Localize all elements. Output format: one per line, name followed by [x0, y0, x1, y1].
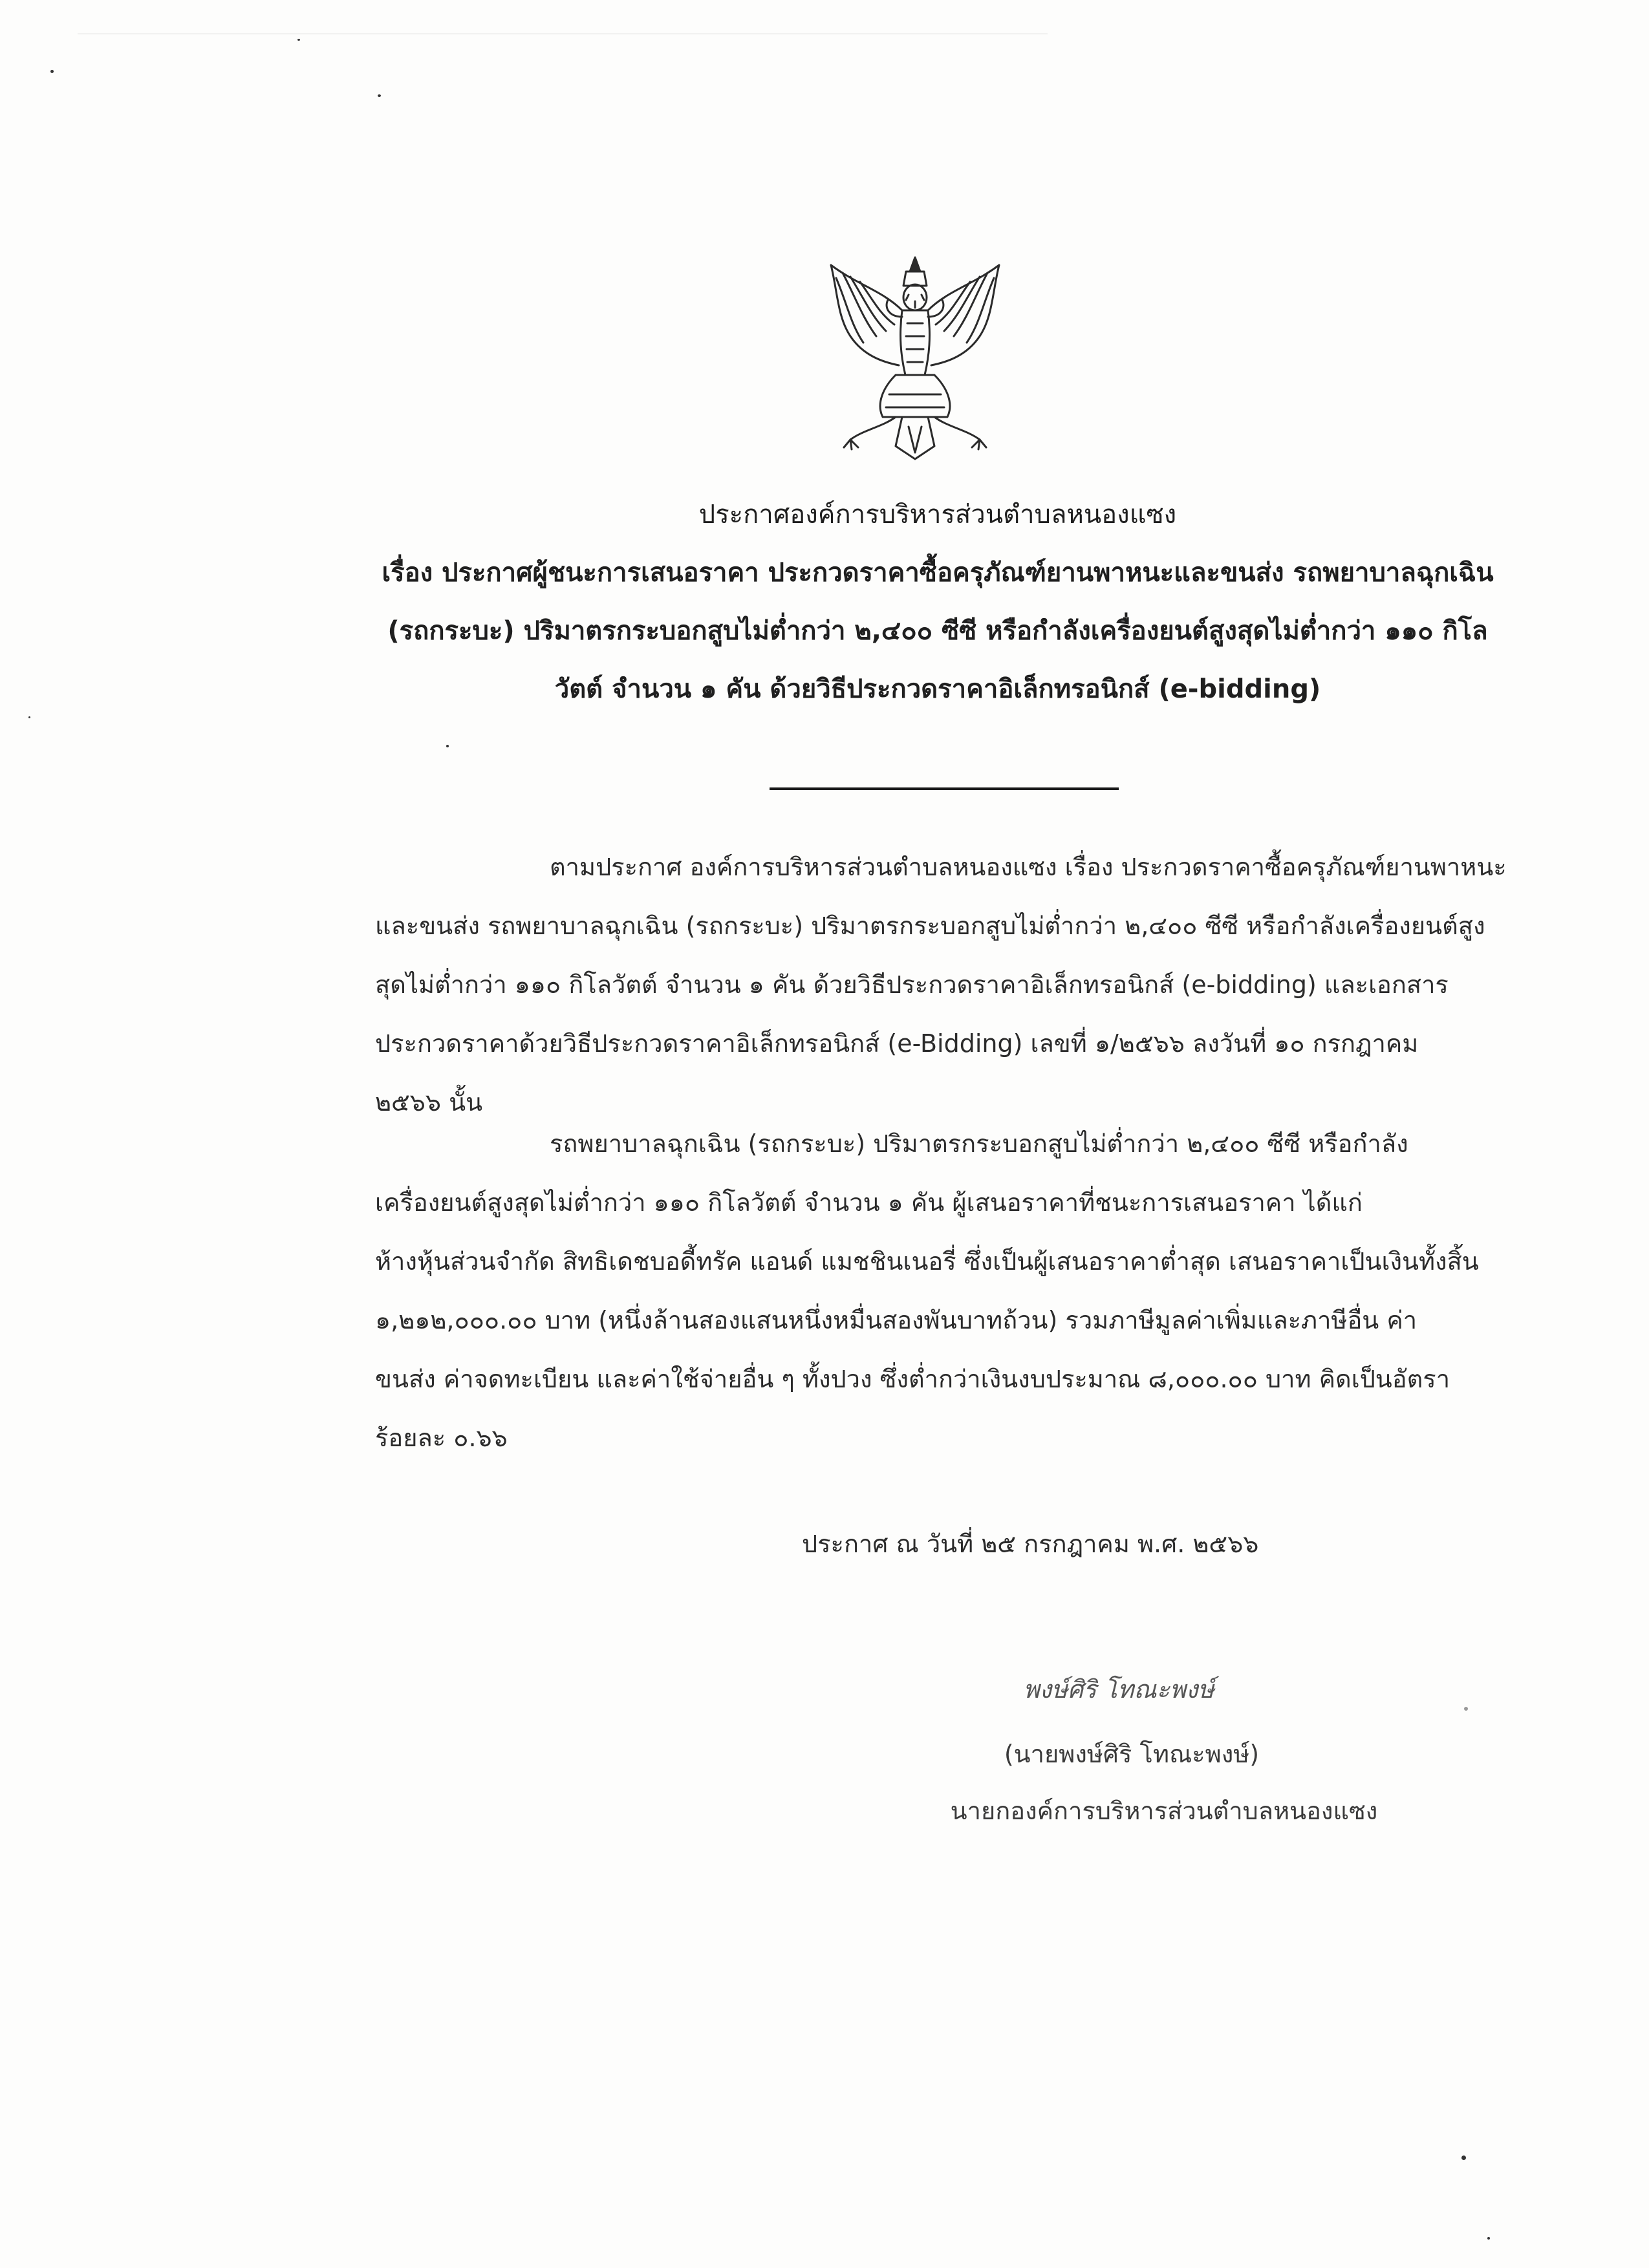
paragraph2-line: ร้อยละ ๐.๖๖ [375, 1424, 508, 1452]
paragraph-reference [375, 852, 1507, 1146]
scan-speck [50, 70, 54, 73]
paragraph2-line: รถพยาบาลฉุกเฉิน (รถกระบะ) ปริมาตรกระบอกสูบไม่ต่ำกว่า ๒,๔๐๐ ซีซี หรือกำลัง [550, 1129, 1408, 1158]
subject-line-1: เรื่อง ประกาศผู้ชนะการเสนอราคา ประกวดราคาซื้อครุภัณฑ์ยานพาหนะและขนส่ง รถพยาบาลฉุกเฉิน [382, 558, 1494, 588]
paragraph1-line: ๒๕๖๖ นั้น [375, 1088, 483, 1117]
paragraph1-line: และขนส่ง รถพยาบาลฉุกเฉิน (รถกระบะ) ปริมาตรกระบอกสูบไม่ต่ำกว่า ๒,๔๐๐ ซีซี หรือกำลังเครื่องยนต์สูง [375, 912, 1485, 940]
signatory-position: นายกองค์การบริหารส่วนตำบลหนองแซง [950, 1797, 1378, 1825]
signature-handwritten: พงษ์ศิริ โทณะพงษ์ [1023, 1675, 1214, 1704]
title-organization: ประกาศองค์การบริหารส่วนตำบลหนองแซง [698, 500, 1177, 530]
paragraph-winner [375, 1129, 1479, 1482]
paragraph1-line: ตามประกาศ องค์การบริหารส่วนตำบลหนองแซง เรื่อง ประกวดราคาซื้อครุภัณฑ์ยานพาหนะ [550, 853, 1507, 881]
scan-speck [446, 745, 449, 747]
scan-speck [1487, 2237, 1490, 2240]
paragraph2-line: เครื่องยนต์สูงสุดไม่ต่ำกว่า ๑๑๐ กิโลวัตต์ จำนวน ๑ คัน ผู้เสนอราคาที่ชนะการเสนอราคา ได้แก่ [375, 1188, 1363, 1217]
paragraph1-line: สุดไม่ต่ำกว่า ๑๑๐ กิโลวัตต์ จำนวน ๑ คัน ด้วยวิธีประกวดราคาอิเล็กทรอนิกส์ (e-bidding) และเอกสาร [375, 970, 1449, 999]
announcement-date: ประกาศ ณ วันที่ ๒๕ กรกฎาคม พ.ศ. ๒๕๖๖ [802, 1530, 1259, 1558]
title-divider [770, 787, 1119, 790]
garuda-emblem-icon [812, 246, 1018, 465]
scan-speck [1461, 2156, 1466, 2160]
paragraph2-line: ขนส่ง ค่าจดทะเบียน และค่าใช้จ่ายอื่น ๆ ทั้งปวง ซึ่งต่ำกว่าเงินงบประมาณ ๘,๐๐๐.๐๐ บาท คิดเป็นอัตรา [375, 1365, 1450, 1393]
scan-speck [28, 716, 30, 718]
paragraph2-line: ห้างหุ้นส่วนจำกัด สิทธิเดชบอดี้ทรัค แอนด์ แมชชินเนอรี่ ซึ่งเป็นผู้เสนอราคาต่ำสุด เสนอราคาเป็นเงินทั้งสิ้น [375, 1247, 1479, 1276]
subject-line-3: วัตต์ จำนวน ๑ คัน ด้วยวิธีประกวดราคาอิเล็กทรอนิกส์ (e-bidding) [554, 674, 1321, 704]
signatory-full-name: (นายพงษ์ศิริ โทณะพงษ์) [1004, 1740, 1260, 1768]
scan-speck [297, 39, 300, 41]
scan-speck [1464, 1707, 1468, 1711]
subject-line-2: (รถกระบะ) ปริมาตรกระบอกสูบไม่ต่ำกว่า ๒,๔๐๐ ซีซี หรือกำลังเครื่องยนต์สูงสุดไม่ต่ำกว่า ๑๑๐ กิโล [387, 616, 1488, 646]
title-block [362, 499, 1513, 732]
paragraph1-line: ประกวดราคาด้วยวิธีประกวดราคาอิเล็กทรอนิกส์ (e-Bidding) เลขที่ ๑/๒๕๖๖ ลงวันที่ ๑๐ กรกฎาคม [375, 1029, 1419, 1058]
scan-speck [378, 94, 381, 97]
paragraph2-line: ๑,๒๑๒,๐๐๐.๐๐ บาท (หนึ่งล้านสองแสนหนึ่งหมื่นสองพันบาทถ้วน) รวมภาษีมูลค่าเพิ่มและภาษีอื่น ค่า [375, 1306, 1417, 1334]
